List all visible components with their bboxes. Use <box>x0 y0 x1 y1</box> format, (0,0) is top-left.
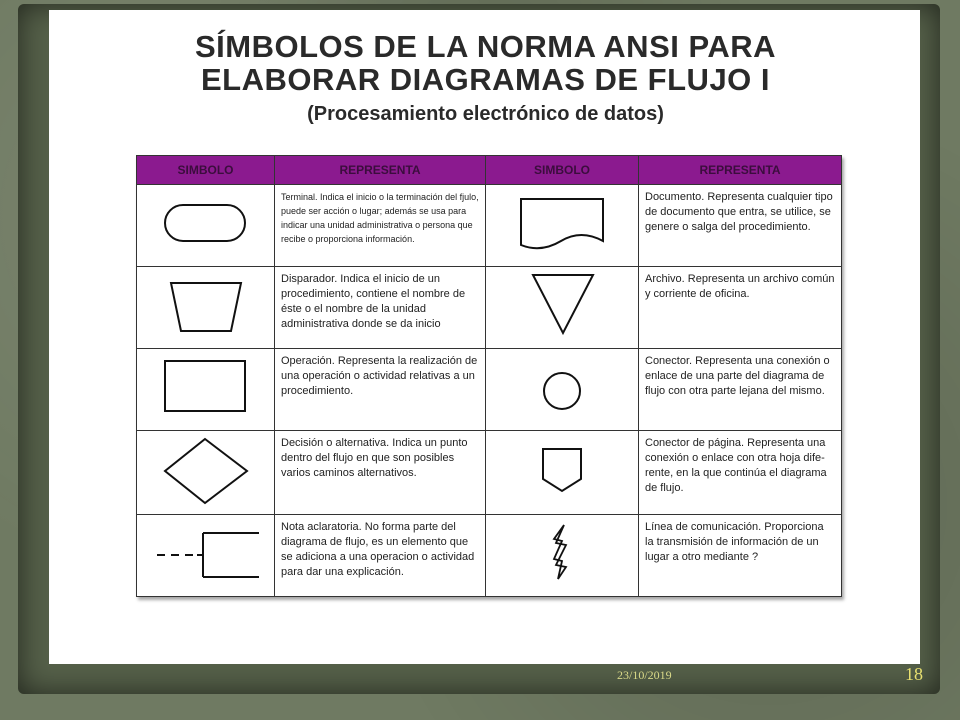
title-line-2: ELABORAR DIAGRAMAS DE FLUJO I <box>200 62 771 97</box>
description-connector: Conector. Representa una conexión o enlace de una parte del diagrama de flujo con otra parte lejana del mismo. <box>639 349 842 431</box>
slide-number: 18 <box>905 664 923 684</box>
table-header-row <box>137 156 842 185</box>
page-connector-symbol-icon <box>486 431 639 509</box>
header-represents-1: REPRESENTA <box>275 156 486 185</box>
description-page-connector: Conector de página. Representa una conexión o enlace con otra hoja dife-rente, en la que continúa el diagrama de flujo. <box>639 431 842 515</box>
table-row <box>137 267 842 349</box>
description-file: Archivo. Representa un archivo común y corriente de oficina. <box>639 267 842 349</box>
operation-symbol-icon <box>137 349 275 425</box>
document-symbol-icon <box>486 185 639 261</box>
ansi-symbols-table <box>136 155 842 597</box>
description-terminal: Terminal. Indica el inicio o la terminación del fjulo, puede ser acción o lugar; además se usa para indicar una unidad administrativa o persona que recibe o proporciona información. <box>275 185 486 267</box>
description-annotation: Nota aclaratoria. No forma parte del diagrama de flujo, es un elemento que se adiciona a una operacion o actividad para dar una explicación. <box>275 515 486 597</box>
trigger-symbol-icon <box>137 267 275 343</box>
terminal-symbol-icon <box>137 185 275 261</box>
table-row <box>137 431 842 515</box>
table-row <box>137 185 842 267</box>
slide-subtitle: (Procesamiento electrónico de datos) <box>307 103 664 125</box>
description-communication-line: Línea de comunicación. Proporciona la transmisión de información de un lugar a otro mediante ? <box>639 515 842 597</box>
header-symbol-1: SIMBOLO <box>137 156 275 185</box>
description-decision: Decisión o alternativa. Indica un punto dentro del flujo en que son posibles varios caminos alternativos. <box>275 431 486 515</box>
title-line-1: SÍMBOLOS DE LA NORMA ANSI PARA <box>194 29 777 64</box>
communication-line-symbol-icon <box>486 515 639 591</box>
header-represents-2: REPRESENTA <box>639 156 842 185</box>
annotation-symbol-icon <box>137 515 275 591</box>
table-row <box>137 515 842 597</box>
decision-symbol-icon <box>137 431 275 509</box>
description-document: Documento. Representa cualquier tipo de documento que entra, se utilice, se genere o salga del procedimiento. <box>639 185 842 267</box>
slide-title <box>0 30 960 96</box>
header-symbol-2: SIMBOLO <box>486 156 639 185</box>
description-operation: Operación. Representa la realización de una operación o actividad relativas a un procedimiento. <box>275 349 486 431</box>
description-trigger: Disparador. Indica el inicio de un procedimiento, contiene el nombre de éste o el nombre de la unidad administrativa donde se da inicio <box>275 267 486 349</box>
connector-symbol-icon <box>486 349 639 425</box>
file-symbol-icon <box>486 267 639 343</box>
table-row <box>137 349 842 431</box>
slide-date: 23/10/2019 <box>617 668 672 682</box>
